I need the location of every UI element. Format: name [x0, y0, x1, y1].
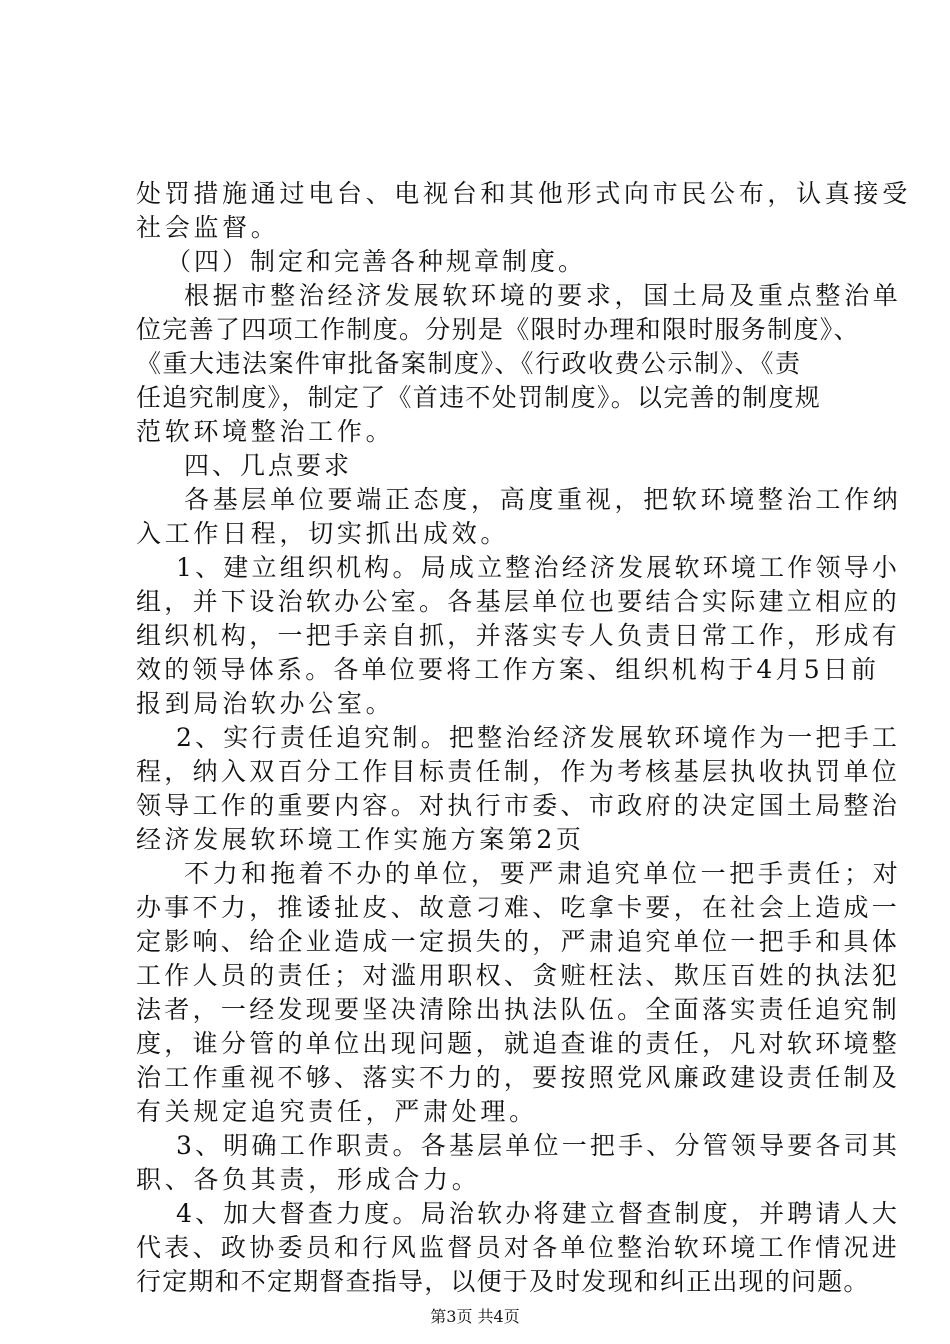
text-line: 不力和拖着不办的单位，要严肃追究单位一把手责任；对 [184, 859, 902, 888]
text-line: 报到局治软办公室。 [136, 689, 395, 718]
text-line: 位完善了四项工作制度。分别是《限时办理和限时服务制度》、 [136, 315, 860, 344]
text-line: 程，纳入双百分工作目标责任制，作为考核基层执收执罚单位 [136, 757, 901, 786]
text-line: 3、明确工作职责。各基层单位一把手、分管领导要各司其 [176, 1131, 901, 1160]
section-heading: 四、几点要求 [184, 451, 353, 480]
text-line: 《重大违法案件审批备案制度》、《行政收费公示制》、《责 [136, 349, 802, 378]
text-line: 治工作重视不够、落实不力的，要按照党风廉政建设责任制及 [136, 1063, 901, 1092]
section-heading: （四）制定和完善各种规章制度。 [166, 247, 587, 276]
text-line: 经济发展软环境工作实施方案第2页 [136, 825, 585, 854]
text-line: 组织机构，一把手亲自抓，并落实专人负责日常工作，形成有 [136, 621, 901, 650]
page-number-footer: 第3页 共4页 [430, 1307, 520, 1326]
text-line: 有关规定追究责任，严肃处理。 [136, 1097, 538, 1126]
text-line: 效的领导体系。各单位要将工作方案、组织机构于4月5日前 [136, 655, 880, 684]
text-line: 入工作日程，切实抓出成效。 [136, 519, 510, 548]
text-line: 工作人员的责任；对滥用职权、贪赃枉法、欺压百姓的执法犯 [136, 961, 901, 990]
text-line: 各基层单位要端正态度，高度重视，把软环境整治工作纳 [184, 485, 902, 514]
text-line: 处罚措施通过电台、电视台和其他形式向市民公布，认真接受 [136, 179, 911, 208]
text-line: 任追究制度》，制定了《首违不处罚制度》。以完善的制度规 [136, 383, 822, 412]
text-line: 社会监督。 [136, 213, 280, 242]
text-line: 范软环境整治工作。 [136, 417, 395, 446]
text-line: 法者，一经发现要坚决清除出执法队伍。全面落实责任追究制 [136, 995, 901, 1024]
text-line: 职、各负其责，形成合力。 [136, 1165, 481, 1194]
text-line: 根据市整治经济发展软环境的要求，国土局及重点整治单 [184, 281, 902, 310]
text-line: 1、建立组织机构。局成立整治经济发展软环境工作领导小 [176, 553, 901, 582]
text-line: 领导工作的重要内容。对执行市委、市政府的决定国土局整治 [136, 791, 901, 820]
text-line: 行定期和不定期督查指导，以便于及时发现和纠正出现的问题。 [136, 1267, 870, 1296]
text-line: 代表、政协委员和行风监督员对各单位整治软环境工作情况进 [136, 1233, 901, 1262]
text-line: 度，谁分管的单位出现问题，就追查谁的责任，凡对软环境整 [136, 1029, 901, 1058]
text-line: 办事不力，推诿扯皮、故意刁难、吃拿卡要，在社会上造成一 [136, 893, 901, 922]
text-line: 4、加大督查力度。局治软办将建立督查制度，并聘请人大 [176, 1199, 901, 1228]
text-line: 组，并下设治软办公室。各基层单位也要结合实际建立相应的 [136, 587, 901, 616]
text-line: 定影响、给企业造成一定损失的，严肃追究单位一把手和具体 [136, 927, 901, 956]
text-line: 2、实行责任追究制。把整治经济发展软环境作为一把手工 [176, 723, 901, 752]
